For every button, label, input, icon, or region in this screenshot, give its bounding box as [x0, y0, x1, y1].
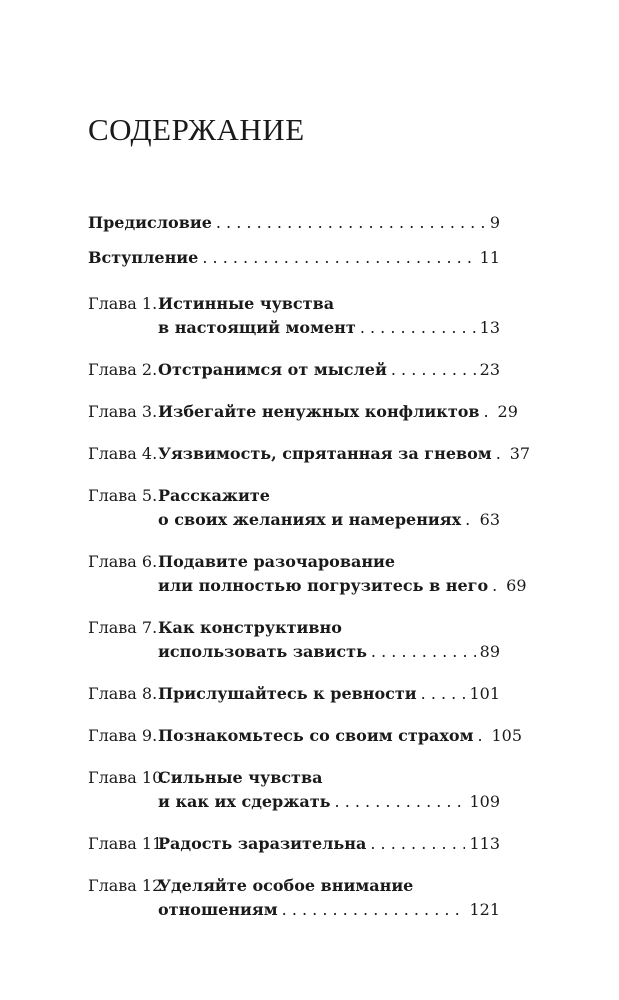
- dot-leader: [478, 724, 488, 748]
- dot-leader: [335, 790, 466, 814]
- toc-title: СОДЕРЖАНИЕ: [88, 112, 305, 147]
- chapter-title-line: Отстранимся от мыслей: [158, 360, 387, 379]
- chapter-label: Глава 7.: [88, 618, 158, 637]
- chapter-label: Глава 1.: [88, 294, 158, 313]
- toc-page-number: 121: [469, 900, 500, 919]
- toc-page-number: 105: [491, 726, 523, 745]
- toc-entry-preface[interactable]: [88, 211, 500, 235]
- chapter-label: Глава 5.: [88, 486, 158, 505]
- chapter-title-line: Избегайте ненужных конфликтов: [158, 402, 480, 421]
- chapter-label: Глава 6.: [88, 552, 158, 571]
- toc-entry-chapter-5[interactable]: [88, 484, 500, 532]
- toc-page-number: 9: [489, 213, 500, 232]
- chapter-label: Глава 11.: [88, 834, 168, 853]
- toc-page-number: 11: [479, 248, 500, 267]
- chapter-title-line: отношениям: [158, 900, 278, 919]
- chapter-title-line: в настоящий момент: [158, 318, 356, 337]
- toc-entry-chapter-9[interactable]: [88, 724, 523, 748]
- chapter-label: Глава 10.: [88, 768, 168, 787]
- toc-entry-chapter-12[interactable]: [88, 874, 500, 922]
- toc-entry-chapter-6[interactable]: [88, 550, 527, 598]
- toc-page-number: 37: [509, 444, 531, 463]
- toc-entry-chapter-3[interactable]: [88, 400, 518, 424]
- chapter-label: Глава 8.: [88, 684, 158, 703]
- toc-entry-chapter-10[interactable]: [88, 766, 500, 814]
- dot-leader: [421, 682, 466, 706]
- chapter-title-line: Расскажите: [158, 486, 270, 505]
- toc-entry-chapter-4[interactable]: [88, 442, 531, 466]
- toc-entry-title: Вступление: [88, 246, 202, 270]
- chapter-title-line: использовать зависть: [158, 642, 367, 661]
- chapter-title-line: и как их сдержать: [158, 792, 331, 811]
- chapter-title-line: Уязвимость, спрятанная за гневом: [158, 444, 492, 463]
- chapter-title-line: о своих желаниях и намерениях: [158, 510, 462, 529]
- chapter-title-line: Прислушайтесь к ревности: [158, 684, 417, 703]
- dot-leader: [371, 640, 476, 664]
- toc-entry-title: Предисловие: [88, 211, 216, 235]
- toc-page-number: 23: [479, 360, 500, 379]
- toc-page-number: 109: [469, 792, 500, 811]
- table-of-contents: [88, 211, 531, 940]
- toc-page-number: 113: [469, 834, 500, 853]
- chapter-title-line: Подавите разочарование: [158, 552, 396, 571]
- dot-leader: [202, 246, 475, 270]
- toc-entry-chapter-7[interactable]: [88, 616, 500, 664]
- toc-page-number: 13: [479, 318, 500, 337]
- chapter-label: Глава 4.: [88, 444, 158, 463]
- dot-leader: [360, 316, 476, 340]
- dot-leader: [465, 508, 476, 532]
- toc-page-number: 101: [469, 684, 500, 703]
- chapter-label: Глава 2.: [88, 360, 158, 379]
- toc-page-number: 29: [497, 402, 518, 421]
- toc-page-number: 63: [479, 510, 500, 529]
- toc-page-number: 69: [506, 576, 527, 595]
- dot-leader: [282, 898, 466, 922]
- dot-leader: [370, 832, 465, 856]
- dot-leader: [492, 574, 502, 598]
- toc-entry-chapter-2[interactable]: [88, 358, 500, 382]
- dot-leader: [496, 442, 506, 466]
- chapter-title-line: Уделяйте особое внимание: [158, 876, 414, 895]
- chapter-title-line: или полностью погрузитесь в него: [158, 576, 489, 595]
- chapter-title-line: Как конструктивно: [158, 618, 342, 637]
- dot-leader: [216, 211, 486, 235]
- chapter-title-line: Познакомьтесь со своим страхом: [158, 726, 474, 745]
- toc-page-number: 89: [479, 642, 500, 661]
- toc-entry-introduction[interactable]: [88, 246, 500, 270]
- chapter-label: Глава 12.: [88, 876, 168, 895]
- chapter-label: Глава 9.: [88, 726, 158, 745]
- dot-leader: [391, 358, 476, 382]
- toc-entry-chapter-11[interactable]: [88, 832, 500, 856]
- toc-entry-chapter-1[interactable]: [88, 292, 500, 340]
- toc-entry-chapter-8[interactable]: [88, 682, 500, 706]
- dot-leader: [484, 400, 494, 424]
- chapter-label: Глава 3.: [88, 402, 158, 421]
- chapter-title-line: Сильные чувства: [158, 768, 323, 787]
- chapter-title-line: Истинные чувства: [158, 294, 335, 313]
- chapter-title-line: Радость заразительна: [158, 834, 367, 853]
